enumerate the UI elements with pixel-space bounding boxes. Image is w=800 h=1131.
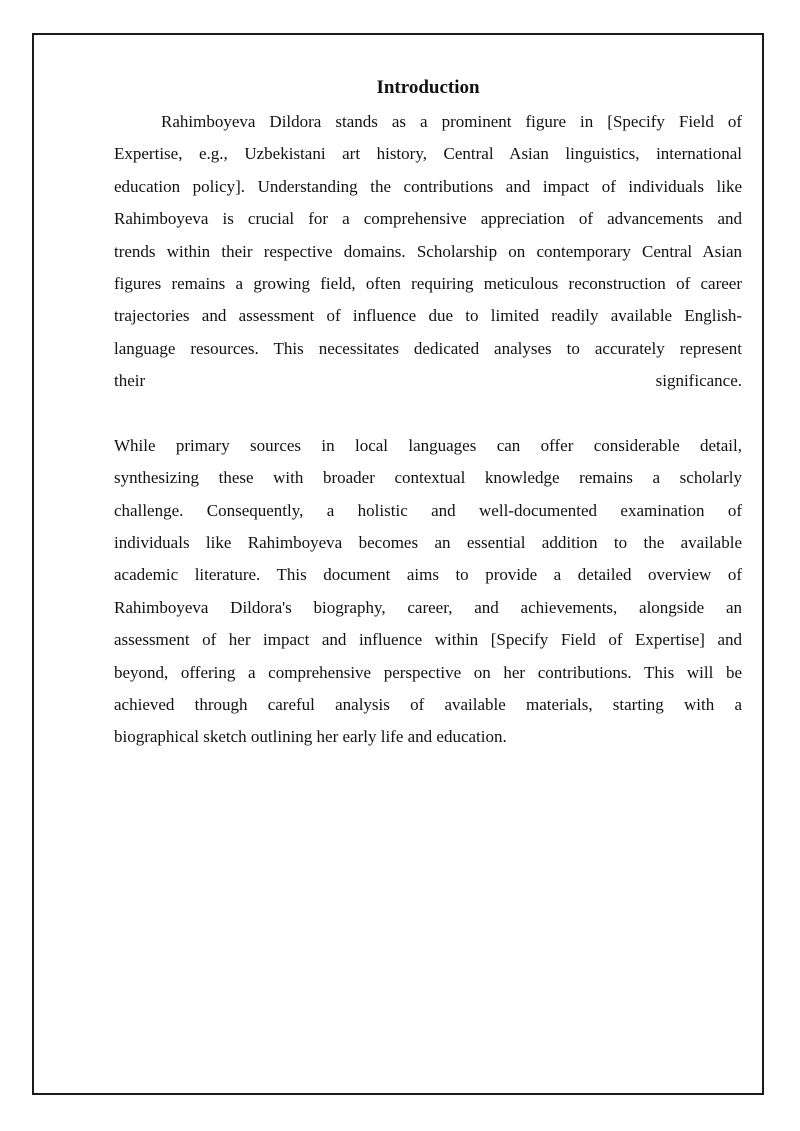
paragraph-line: Rahimboyeva Dildora's biography, career, and achievements, alongside an bbox=[114, 597, 742, 617]
paragraph-line: assessment of her impact and influence within [Specify Field of Expertise] and bbox=[114, 630, 742, 650]
paragraph-line: challenge. Consequently, a holistic and well-documented examination of bbox=[114, 500, 742, 520]
paragraph-line: Rahimboyeva Dildora stands as a prominent figure in [Specify Field of bbox=[161, 112, 742, 131]
paragraph-line: While primary sources in local languages can offer considerable detail, bbox=[114, 435, 742, 455]
paragraph-line: language resources. This necessitates dedicated analyses to accurately represent bbox=[114, 338, 742, 358]
paragraph-1 bbox=[114, 106, 742, 398]
paragraph-line: their significance. bbox=[114, 371, 742, 391]
paragraph-line: Expertise, e.g., Uzbekistani art history, Central Asian linguistics, international bbox=[114, 144, 742, 164]
paragraph-spacer bbox=[114, 398, 742, 430]
paragraph-line: individuals like Rahimboyeva becomes an essential addition to the available bbox=[114, 533, 742, 553]
paragraph-line: achieved through careful analysis of available materials, starting with a bbox=[114, 695, 742, 715]
paragraph-line: beyond, offering a comprehensive perspective on her contributions. This will be bbox=[114, 662, 742, 682]
paragraph-line: Rahimboyeva is crucial for a comprehensive appreciation of advancements and bbox=[114, 209, 742, 229]
paragraph-line: synthesizing these with broader contextual knowledge remains a scholarly bbox=[114, 468, 742, 488]
paragraph-line: academic literature. This document aims to provide a detailed overview of bbox=[114, 565, 742, 585]
document-body bbox=[114, 74, 742, 754]
paragraph-2 bbox=[114, 430, 742, 754]
section-title: Introduction bbox=[376, 77, 480, 98]
paragraph-line: biographical sketch outlining her early life and education. bbox=[114, 727, 507, 747]
paragraph-line: trajectories and assessment of influence due to limited readily available English- bbox=[114, 306, 742, 326]
paragraph-line: education policy]. Understanding the contributions and impact of individuals like bbox=[114, 176, 742, 196]
paragraph-line: trends within their respective domains. Scholarship on contemporary Central Asian bbox=[114, 241, 742, 261]
paragraph-line: figures remains a growing field, often requiring meticulous reconstruction of career bbox=[114, 273, 742, 293]
